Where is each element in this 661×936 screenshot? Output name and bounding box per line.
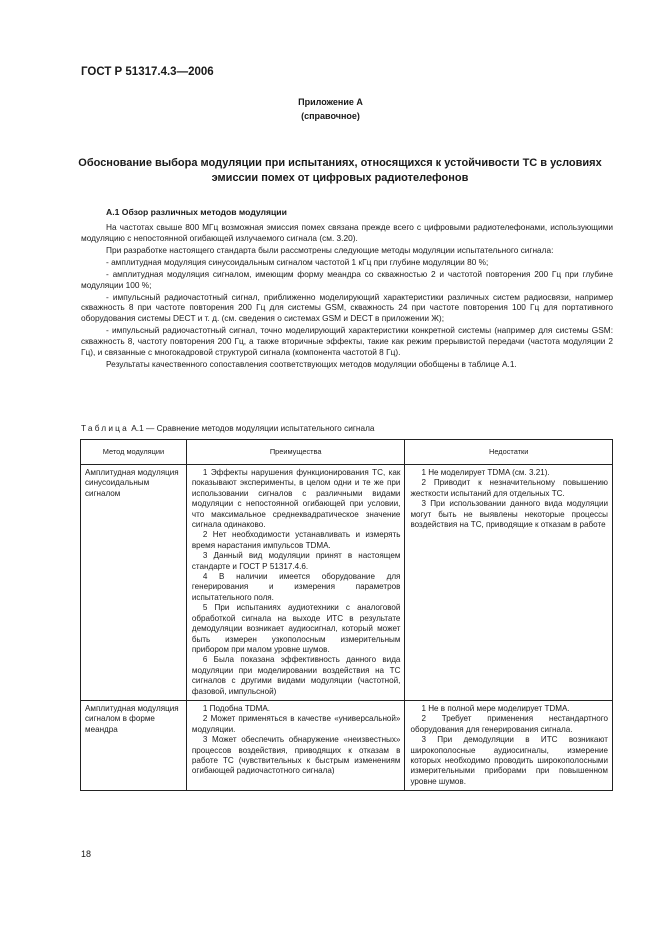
paragraph: На частотах свыше 800 МГц возможная эмиссия помех связана прежде всего с цифровыми радиотелефонами, использующими модуляцию с непостоянной огибающей излучаемого сигнала (см. 3.20). — [81, 222, 613, 243]
list-item: - амплитудная модуляция сигналом, имеющим форму меандра со скважностью 2 и частотой повторения 200 Гц при глубине модуляции 100 %; — [81, 268, 613, 290]
advantage-item: 3 Может обеспечить обнаружение «неизвестных» процессов воздействия, приводящих к отказам в работе ТС (чувствительных к быстрым изменениям огибающей радиочастотного сигнала) — [191, 735, 401, 776]
document-header: ГОСТ Р 51317.4.3—2006 — [81, 66, 214, 78]
column-header: Метод модуляции — [81, 440, 187, 465]
page-number: 18 — [81, 849, 92, 859]
disadvantage-item: 2 Приводит к незначительному повышению жесткости испытаний для отдельных ТС. — [410, 478, 608, 498]
disadvantage-item: 1 Не моделирует TDMA (см. 3.21). — [421, 468, 550, 477]
paragraph: При разработке настоящего стандарта были рассмотрены следующие методы модуляции испытательного сигнала: — [106, 244, 554, 255]
list-item: - импульсный радиочастотный сигнал, приближенно моделирующий характеристики различных систем радиосвязи, например скважность 8 при частоте повторения 200 Гц для системы GSM, скважность 24 при частоте повторения 100 Гц для портативного оборудования системы DECT и т. д. (см. сведения о системах GSM и DECT в приложении Ж); — [81, 291, 613, 323]
method-cell: Амплитудная модуляция сигналом в форме меандра — [81, 700, 187, 790]
table-caption-label: Таблица — [81, 423, 129, 433]
disadvantage-item: 3 При использовании данного вида модуляции могут быть не выявлены некоторые процессы воздействия на ТС, приводящие к отказам в работе — [410, 499, 608, 530]
body-text — [81, 222, 613, 371]
advantage-item: 3 Данный вид модуляции принят в настоящем стандарте и ГОСТ Р 51317.4.6. — [191, 551, 401, 571]
advantage-item: 1 Эффекты нарушения функционирования ТС, как показывают эксперименты, в целом одни и те же при использовании сигналов с различными видами модуляции с непостоянной огибающей при условии, что максимальное среднеквадратическое значение сигнала одинаково. — [191, 468, 401, 530]
table-header-row — [81, 440, 613, 465]
table-caption-text: А.1 — Сравнение методов модуляции испытательного сигнала — [128, 423, 375, 433]
advantages-cell — [186, 465, 405, 701]
annex-heading — [0, 95, 661, 123]
table-row — [81, 465, 613, 701]
advantage-item: 2 Может применяться в качестве «универсальной» модуляции. — [191, 714, 401, 734]
list-item: - импульсный радиочастотный сигнал, точно моделирующий характеристики конкретной системы (например для системы GSM: скважность 8, частоту повторения 200 Гц, а также вторичные эффекты, такие как режим прерывистой передачи (частота модуляции 2 Гц), и связанные с многокадровой структурой сигнала (компонента частотой 8 Гц). — [81, 325, 613, 357]
table-caption — [81, 423, 375, 433]
disadvantage-item: 2 Требует применения нестандартного оборудования для генерирования сигнала. — [410, 714, 608, 734]
disadvantages-cell — [405, 700, 613, 790]
advantages-cell — [186, 700, 405, 790]
disadvantage-item: 3 При демодуляции в ИТС возникают широкополосные аудиосигналы, измерение которых необходимо проводить широкополосными измерительными приборами при повышенном уровне шумов. — [410, 735, 608, 786]
method-cell: Амплитудная модуляция синусоидальным сигналом — [81, 465, 187, 701]
section-heading: А.1 Обзор различных методов модуляции — [106, 207, 287, 217]
list-item: - амплитудная модуляция синусоидальным сигналом частотой 1 кГц при глубине модуляции 80 %; — [106, 256, 489, 267]
annex-type: (справочное) — [301, 111, 360, 121]
main-title: Обоснование выбора модуляции при испытаниях, относящихся к устойчивости ТС в условиях эмиссии помех от цифровых радиотелефонов — [78, 157, 602, 184]
disadvantages-cell — [405, 465, 613, 701]
annex-title: Приложение А — [298, 97, 363, 107]
advantage-item: 2 Нет необходимости устанавливать и измерять время нарастания импульсов TDMA. — [191, 530, 401, 550]
advantage-item: 1 Подобна TDMA. — [202, 703, 271, 713]
disadvantage-item: 1 Не в полной мере моделирует TDMA. — [421, 703, 570, 713]
paragraph: Результаты качественного сопоставления соответствующих методов модуляции обобщены в таблице А.1. — [106, 358, 517, 369]
advantage-item: 4 В наличии имеется оборудование для генерирования и измерения параметров испытательного поля. — [191, 572, 401, 602]
advantage-item: 5 При испытаниях аудиотехники с аналоговой обработкой сигнала на выходе ИТС в результате демодуляции возникает аудиосигнал, который может быть измерен узкополосным измерительным прибором при малом уровне шумов. — [191, 603, 401, 654]
column-header: Преимущества — [186, 440, 405, 465]
column-header: Недостатки — [405, 440, 613, 465]
table-row — [81, 700, 613, 790]
advantage-item: 6 Была показана эффективность данного вида модуляции при моделировании воздействия на ТС сигналов с другими видами модуляции (частотной, фазовой, импульсной) — [191, 655, 401, 696]
comparison-table — [80, 439, 613, 791]
